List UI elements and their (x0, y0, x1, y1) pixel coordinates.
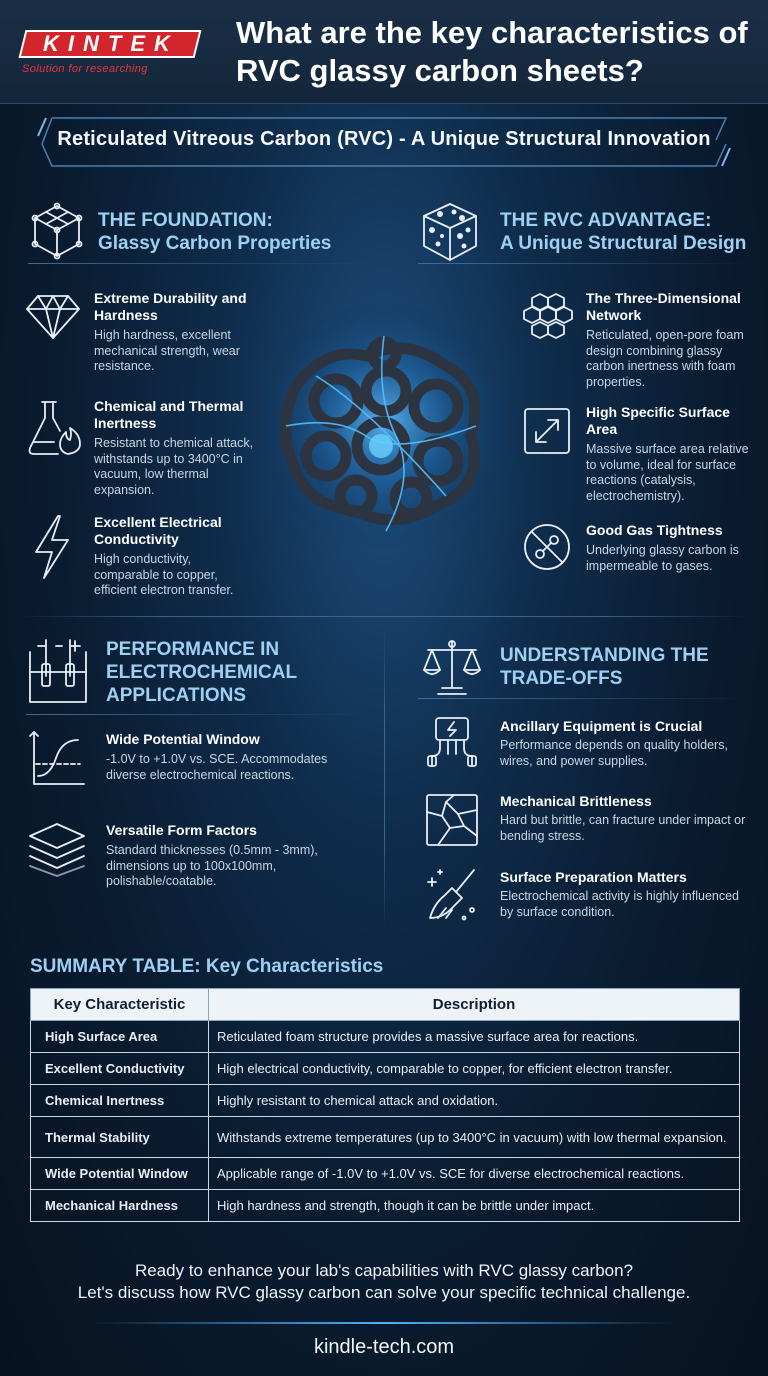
table-row (31, 1158, 740, 1190)
foundation-divider (28, 263, 368, 264)
column-divider (384, 628, 385, 928)
logo-text: KINTEK (43, 31, 179, 56)
item-title: Extreme Durability and Hardness (94, 290, 247, 323)
item-title: High Specific Surface Area (586, 404, 730, 437)
table-cell-key: High Surface Area (31, 1021, 209, 1053)
table-header-row (31, 989, 740, 1021)
table-cell-key: Excellent Conductivity (31, 1053, 209, 1085)
expand-arrows-icon (522, 406, 572, 456)
lightning-icon (30, 514, 74, 580)
item-title: Excellent Electrical Conductivity (94, 514, 222, 547)
table-cell-desc: High electrical conductivity, comparable to copper, for efficient electron transfer. (209, 1053, 740, 1085)
table-cell-key: Mechanical Hardness (31, 1190, 209, 1222)
list-item (106, 822, 356, 890)
item-desc: Electrochemical activity is highly influenced by surface condition. (500, 889, 739, 919)
column-header: Description (209, 989, 740, 1021)
layers-icon (26, 820, 88, 878)
tradeoffs-title-line2: TRADE-OFFS (500, 668, 623, 689)
performance-title-line3: APPLICATIONS (106, 685, 247, 706)
table-cell-desc: High hardness and strength, though it can be brittle under impact. (209, 1190, 740, 1222)
item-title: Mechanical Brittleness (500, 793, 652, 809)
footer-glow-divider (90, 1322, 678, 1324)
table-row (31, 1053, 740, 1085)
list-item (586, 404, 756, 504)
porous-cube-icon (418, 200, 482, 264)
hexagon-network-icon (522, 292, 574, 340)
foundation-title-line1: THE FOUNDATION: (98, 210, 273, 231)
list-item (106, 731, 356, 783)
advantage-title-line1: THE RVC ADVANTAGE: (500, 210, 712, 231)
cracked-tile-icon (424, 792, 480, 848)
potential-graph-icon (28, 728, 86, 788)
item-desc: Underlying glassy carbon is impermeable to gases. (586, 543, 739, 573)
cube-lattice-icon (28, 202, 86, 260)
banner-heading: Reticulated Vitreous Carbon (RVC) - A Unique Structural Innovation (57, 128, 711, 150)
item-desc: Standard thicknesses (0.5mm - 3mm), dimensions up to 100x100mm, polishable/coatable. (106, 843, 318, 888)
cta-line1: Ready to enhance your lab's capabilities with RVC glassy carbon? (134, 1261, 634, 1280)
logo-tagline: Solution for researching (22, 63, 148, 75)
performance-title-line2: ELECTROCHEMICAL (106, 662, 298, 683)
cta-line2: Let's discuss how RVC glassy carbon can solve your specific technical challenge. (77, 1283, 691, 1302)
performance-divider (26, 714, 366, 715)
power-supply-icon (422, 712, 482, 770)
summary-table (30, 988, 740, 1222)
list-item (500, 869, 750, 920)
foundation-title-line2: Glassy Carbon Properties (98, 233, 332, 254)
table-cell-key: Wide Potential Window (31, 1158, 209, 1190)
rvc-foam-illustration (256, 306, 512, 550)
list-item (500, 793, 750, 844)
cleaning-brush-icon (424, 866, 482, 924)
item-title: Good Gas Tightness (586, 522, 723, 538)
table-cell-desc: Reticulated foam structure provides a massive surface area for reactions. (209, 1021, 740, 1053)
item-desc: Reticulated, open-pore foam design combining glassy carbon inertness with foam properties. (586, 328, 744, 389)
list-item (94, 290, 264, 375)
item-desc: -1.0V to +1.0V vs. SCE. Accommodates diverse electrochemical reactions. (106, 752, 328, 782)
electrochemical-cell-icon (26, 636, 90, 706)
table-cell-desc: Highly resistant to chemical attack and oxidation. (209, 1085, 740, 1117)
performance-title-line1: PERFORMANCE IN (106, 639, 280, 660)
table-cell-desc: Applicable range of -1.0V to +1.0V vs. SCE for diverse electrochemical reactions. (209, 1158, 740, 1190)
item-title: Versatile Form Factors (106, 822, 257, 838)
list-item (586, 290, 756, 390)
column-header: Key Characteristic (31, 989, 209, 1021)
item-desc: Performance depends on quality holders, wires, and power supplies. (500, 738, 728, 768)
summary-table-title: SUMMARY TABLE: Key Characteristics (30, 956, 384, 977)
table-row (31, 1021, 740, 1053)
table-cell-key: Chemical Inertness (31, 1085, 209, 1117)
table-row (31, 1190, 740, 1222)
table-row (31, 1117, 740, 1158)
item-title: Chemical and Thermal Inertness (94, 398, 244, 431)
diamond-icon (24, 292, 82, 342)
item-title: The Three-Dimensional Network (586, 290, 741, 323)
call-to-action (0, 1260, 768, 1304)
item-desc: High conductivity, comparable to copper, efficient electron transfer. (94, 552, 234, 597)
list-item (586, 522, 756, 574)
table-cell-key: Thermal Stability (31, 1117, 209, 1158)
list-item (94, 398, 254, 498)
footer-website-link[interactable]: kindle-tech.com (313, 1336, 455, 1358)
page-title: What are the key characteristics of RVC glassy carbon sheets? (236, 15, 748, 88)
item-desc: Massive surface area relative to volume, ideal for surface reactions (catalysis, electrochemistry). (586, 442, 749, 503)
item-desc: Resistant to chemical attack, withstands up to 3400°C in vacuum, low thermal expansion. (94, 436, 254, 497)
item-title: Ancillary Equipment is Crucial (500, 718, 703, 734)
advantage-divider (418, 263, 748, 264)
balance-scale-icon (420, 636, 484, 698)
table-cell-desc: Withstands extreme temperatures (up to 3400°C in vacuum) with low thermal expansion. (209, 1117, 740, 1158)
flask-flame-icon (24, 398, 84, 458)
table-row (31, 1085, 740, 1117)
tradeoffs-divider (418, 698, 748, 699)
item-desc: High hardness, excellent mechanical strength, wear resistance. (94, 328, 240, 373)
tradeoffs-title-line1: UNDERSTANDING THE (500, 645, 709, 666)
item-desc: Hard but brittle, can fracture under impact or bending stress. (500, 813, 746, 843)
performance-title (106, 638, 376, 707)
advantage-title-line2: A Unique Structural Design (500, 233, 747, 254)
list-item (500, 718, 750, 769)
list-item (94, 514, 254, 599)
tradeoffs-title (500, 644, 760, 690)
no-gas-icon (522, 522, 572, 572)
item-title: Surface Preparation Matters (500, 869, 687, 885)
advantage-title (500, 209, 760, 255)
foundation-title (98, 209, 378, 255)
item-title: Wide Potential Window (106, 731, 260, 747)
section-divider (20, 616, 748, 617)
